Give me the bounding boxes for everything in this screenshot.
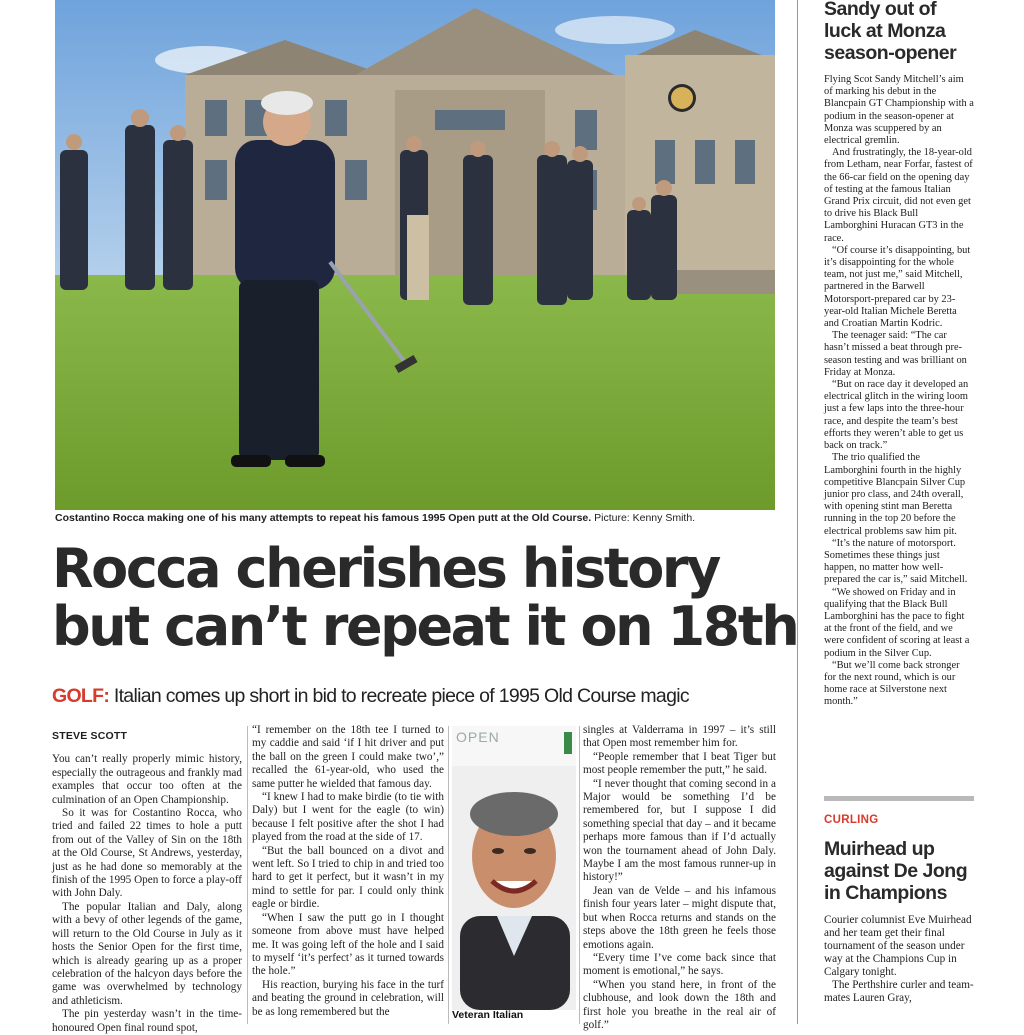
sidebar-story-motorsport <box>824 0 974 709</box>
portrait-caption: Veteran Italian <box>452 1009 524 1021</box>
portrait-photo <box>452 726 576 1010</box>
paragraph: “But on race day it developed an electrical glitch in the wiring loom just a few laps into the three-hour race, and despite the team’s best efforts they weren’t able to get us back on track.” <box>824 379 969 452</box>
golf-clubhouse-illustration <box>55 0 775 510</box>
sidebar-divider <box>797 0 798 1024</box>
photo-caption <box>55 512 775 524</box>
subheadline-text: Italian comes up short in bid to recreate piece of 1995 Old Course magic <box>109 685 689 707</box>
paragraph: “It’s the nature of motorsport. Sometimes these things just happen, no matter how well-prepared the car is,” said Mitchell. <box>824 537 968 586</box>
paragraph: “Every time I’ve come back since that moment is emotional,” he says. <box>583 951 776 978</box>
paragraph: His reaction, burying his face in the turf and beating the ground in celebration, will be as long remembered but the <box>252 978 444 1018</box>
paragraph: “When I saw the putt go in I thought someone from above must have helped me. It was going left of the hole and I said to myself ‘it’s perfect’ as it turned towards the hole.” <box>252 911 444 978</box>
paragraph: The trio qualified the Lamborghini fourth in the highly competitive Blancpain Silver Cup junior pro class, and 24th overall, with opening stint man Beretta running in the top 20 before the electrical problems saw him pit. <box>824 452 966 537</box>
article-column-2 <box>252 724 444 1024</box>
paragraph: And frustratingly, the 18-year-old from Letham, near Forfar, fastest of the 66-car field on the opening day of testing at the famous Italian Grand Prix circuit, did not even get to drive his Black Bull Lamborghini Huracan GT3 in the race. <box>824 147 973 244</box>
portrait-illustration <box>452 726 576 1010</box>
article-column-1 <box>52 724 242 1034</box>
main-photo <box>55 0 775 510</box>
sidebar-body <box>824 74 974 709</box>
paragraph: singles at Valderrama in 1997 – it’s still that Open most remember him for. <box>583 724 776 750</box>
subheadline <box>52 685 782 708</box>
paragraph: “Of course it’s disappointing, but it’s disappointing for the whole team, not just me,” said Mitchell, partnered in the Barwell Motorsport-prepared car by 23-year-old Italian Michele Beretta and Croatian Martin Kodric. <box>824 244 971 330</box>
paragraph: The pin yesterday wasn’t in the time-honoured Open final round spot, <box>52 1008 242 1034</box>
paragraph: You can’t really properly mimic history, especially the outrageous and frankly mad examples that occur too often at the culmination of an Open Championship. <box>52 753 242 806</box>
paragraph: Flying Scot Sandy Mitchell’s aim of marking his debut in the Blancpain GT Championship with a podium in the season-opener at Monza was scuppered by an electrical gremlin. <box>824 74 974 147</box>
column-divider <box>448 726 449 1024</box>
sidebar-separator <box>824 796 974 801</box>
paragraph: “But we’ll come back stronger for the next round, which is our home race at Silverstone next month.” <box>824 659 960 708</box>
paragraph: The teenager said: “The car hasn’t missed a beat through pre-season testing and was brilliant on Friday at Monza. <box>824 330 967 378</box>
photo-credit: Picture: Kenny Smith. <box>594 512 696 524</box>
paragraph: “I never thought that coming second in a Major would be something I’d be remembered for, but I suppose I did something special that day – and it became perhaps more famous than if I’d actually won the tournament ahead of John Daly. Maybe I am the most famous runner-up in history!” <box>583 777 776 884</box>
paragraph: “We showed on Friday and in qualifying that the Black Bull Lamborghini has the pace to fight at the front of the field, and we were confident of scoring at least a podium in the Silver Cup. <box>824 586 970 659</box>
headline-line-2: but can’t repeat it on 18th <box>52 595 798 658</box>
sidebar-section-label: CURLING <box>824 814 879 826</box>
paragraph: Jean van de Velde – and his infamous finish four years later – might dispute that, but when Rocca returns and stands on the steps above the 18th green he feels those emotions again. <box>583 884 776 951</box>
column-divider <box>579 726 580 1024</box>
paragraph: “But the ball bounced on a divot and went left. So I tried to chip in and tried too hard to get it perfect, but it wasn’t in my mind to settle for par. I could only think eagle or birdie. <box>252 844 444 911</box>
paragraph: “I knew I had to make birdie (to tie with Daly) but I went for the eagle (to win) because I felt positive after the shot I had played from the road at the side of 17. <box>252 791 444 844</box>
headline-line-1: Rocca cherishes history <box>52 537 719 600</box>
sidebar-story-curling <box>824 838 974 1005</box>
byline: STEVE SCOTT <box>52 730 128 742</box>
paragraph: Courier columnist Eve Muirhead and her team get their final tournament of the season under way at the Champions Cup in Calgary tonight. <box>824 914 972 978</box>
photo-caption-text: Costantino Rocca making one of his many attempts to repeat his famous 1995 Open putt at the Old Course. <box>55 512 592 524</box>
article-column-4 <box>583 724 776 1031</box>
sidebar-headline: Sandy out of luck at Monza season-opener <box>824 0 957 64</box>
backdrop-text: OPEN <box>456 729 500 745</box>
paragraph: “People remember that I beat Tiger but most people remember the putt,” he said. <box>583 750 776 777</box>
sidebar-headline: Muirhead up against De Jong in Champions <box>824 838 968 904</box>
section-kicker: GOLF: <box>52 685 110 707</box>
paragraph: “I remember on the 18th tee I turned to my caddie and said ‘if I hit driver and put the ball on the green I could make two’,” recalled the 61-year-old, who used the same putter he wielded that famous day. <box>252 724 444 790</box>
paragraph: The Perthshire curler and team-mates Lauren Gray, <box>824 979 974 1004</box>
paragraph: So it was for Costantino Rocca, who tried and failed 22 times to hole a putt from out of the Valley of Sin on the 18th at the Old Course, St Andrews, yesterday, just as he had done so memorably at the finish of the 1995 Open to force a play-off with John Daly. <box>52 807 242 900</box>
sidebar-body <box>824 914 974 1005</box>
paragraph: The popular Italian and Daly, along with a bevy of other legends of the game, will return to the Old Course in July as it hosts the Senior Open for the first time, which is already gearing up as a proper celebration of the halcyon days before the game was overwhelmed by technology and athleticism. <box>52 900 242 1007</box>
headline <box>52 537 798 658</box>
column-divider <box>247 726 248 1024</box>
paragraph: “When you stand here, in front of the clubhouse, and look down the 18th and first hole you breathe in the real air of golf.” <box>583 978 776 1031</box>
